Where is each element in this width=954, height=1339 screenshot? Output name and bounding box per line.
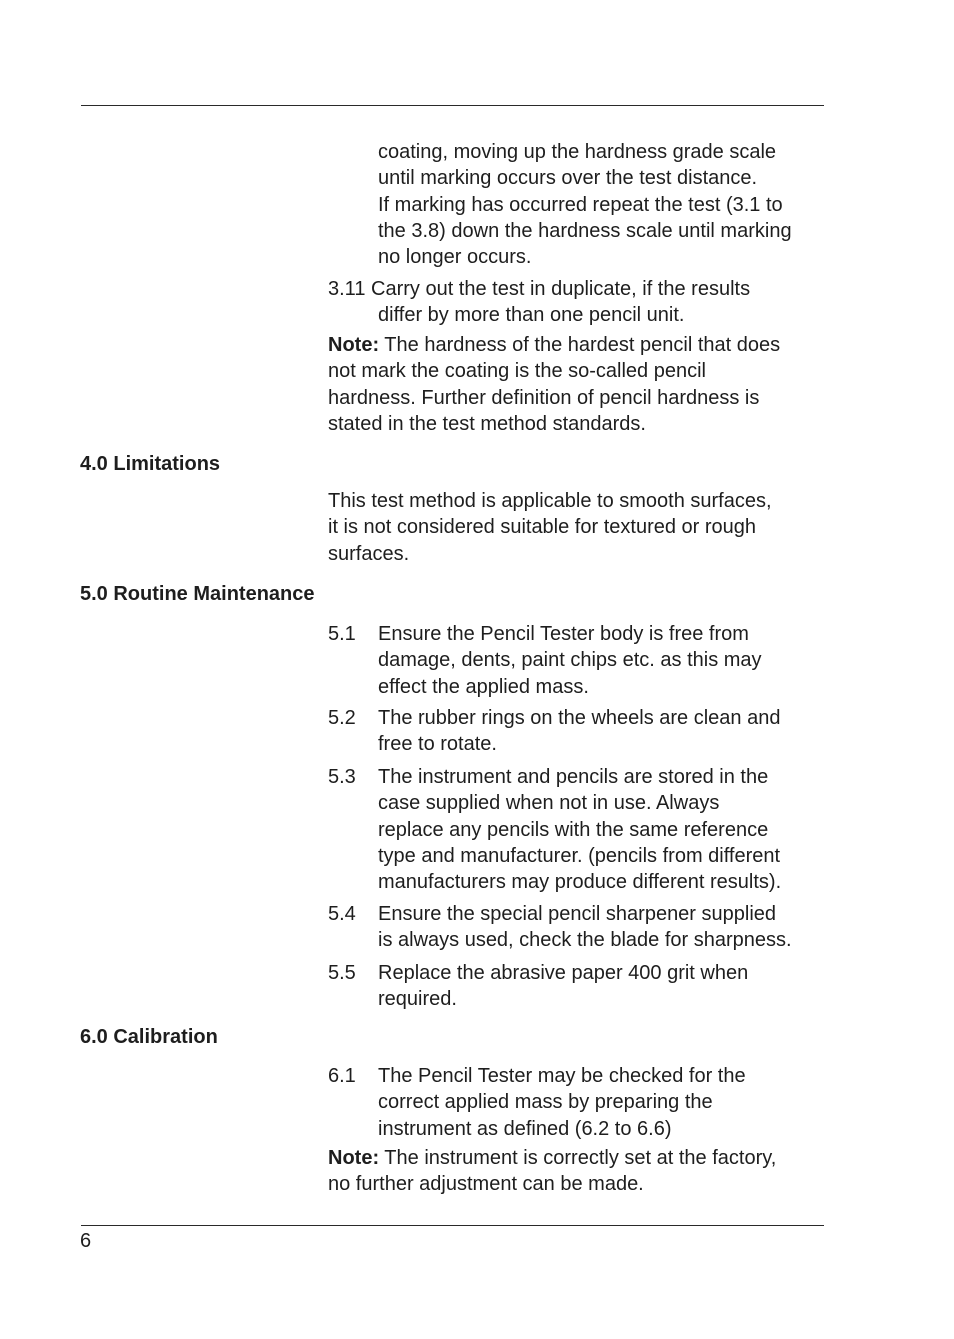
note-calibration <box>328 1145 776 1198</box>
limitations-text <box>328 488 772 567</box>
text-line: case supplied when not in use. Always <box>378 792 720 815</box>
header-rule <box>81 105 824 106</box>
item-number: 5.4 <box>328 903 356 925</box>
text-line: until marking occurs over the test distance. <box>378 167 758 190</box>
text-line: damage, dents, paint chips etc. as this may <box>378 649 762 672</box>
text-line: is always used, check the blade for sharpness. <box>378 929 792 952</box>
footer-rule <box>81 1225 824 1226</box>
page-number: 6 <box>80 1230 92 1252</box>
heading-routine-maintenance: 5.0 Routine Maintenance <box>80 583 315 605</box>
text-line: it is not considered suitable for textured or rough <box>328 516 757 539</box>
step-3-11-line: differ by more than one pencil unit. <box>378 304 685 327</box>
note-first-line <box>328 1145 776 1171</box>
item-text <box>378 705 780 758</box>
item-text <box>378 901 792 954</box>
text-line: free to rotate. <box>378 733 497 756</box>
item-number: 6.1 <box>328 1065 356 1087</box>
text-line: correct applied mass by preparing the <box>378 1091 713 1114</box>
continuation-text <box>378 139 792 270</box>
item-number: 5.1 <box>328 623 356 645</box>
text-line: manufacturers may produce different results). <box>378 871 782 894</box>
note-text: The instrument is correctly set at the factory, <box>379 1147 777 1169</box>
note-label: Note: <box>328 334 380 356</box>
note-first-line <box>328 332 780 358</box>
text-line: no longer occurs. <box>378 246 532 269</box>
text-line: stated in the test method standards. <box>328 412 646 435</box>
item-number: 5.5 <box>328 962 356 984</box>
text-line: The rubber rings on the wheels are clean and <box>378 707 781 729</box>
step-3-11-line: 3.11 Carry out the test in duplicate, if the results <box>328 278 751 300</box>
text-line: no further adjustment can be made. <box>328 1173 644 1196</box>
item-text <box>378 960 748 1013</box>
text-line: replace any pencils with the same reference <box>378 818 769 841</box>
text-line: If marking has occurred repeat the test (3.1 to <box>378 193 783 216</box>
text-line: Ensure the Pencil Tester body is free from <box>378 623 749 645</box>
text-line: The Pencil Tester may be checked for the <box>378 1065 746 1087</box>
heading-limitations: 4.0 Limitations <box>80 453 221 475</box>
text-line: Ensure the special pencil sharpener supplied <box>378 903 777 925</box>
item-text <box>378 764 781 895</box>
text-line: Replace the abrasive paper 400 grit when <box>378 962 749 984</box>
item-number: 5.3 <box>328 766 356 788</box>
text-line: effect the applied mass. <box>378 675 589 698</box>
note-hardness <box>328 332 780 437</box>
text-line: surfaces. <box>328 542 410 565</box>
text-line: The instrument and pencils are stored in the <box>378 766 769 788</box>
text-line: not mark the coating is the so-called pencil <box>328 360 706 383</box>
text-line: type and manufacturer. (pencils from different <box>378 844 781 867</box>
item-number: 5.2 <box>328 707 356 729</box>
text-line: This test method is applicable to smooth surfaces, <box>328 490 772 512</box>
text-line: required. <box>378 988 457 1011</box>
heading-calibration: 6.0 Calibration <box>80 1026 218 1048</box>
item-text <box>378 1063 746 1142</box>
text-line: the 3.8) down the hardness scale until marking <box>378 219 792 242</box>
step-3-11 <box>328 276 750 329</box>
item-text <box>378 621 762 700</box>
note-text: The hardness of the hardest pencil that does <box>379 334 781 356</box>
text-line: coating, moving up the hardness grade scale <box>378 141 777 163</box>
note-label: Note: <box>328 1147 380 1169</box>
text-line: hardness. Further definition of pencil hardness is <box>328 386 760 409</box>
text-line: instrument as defined (6.2 to 6.6) <box>378 1117 672 1140</box>
